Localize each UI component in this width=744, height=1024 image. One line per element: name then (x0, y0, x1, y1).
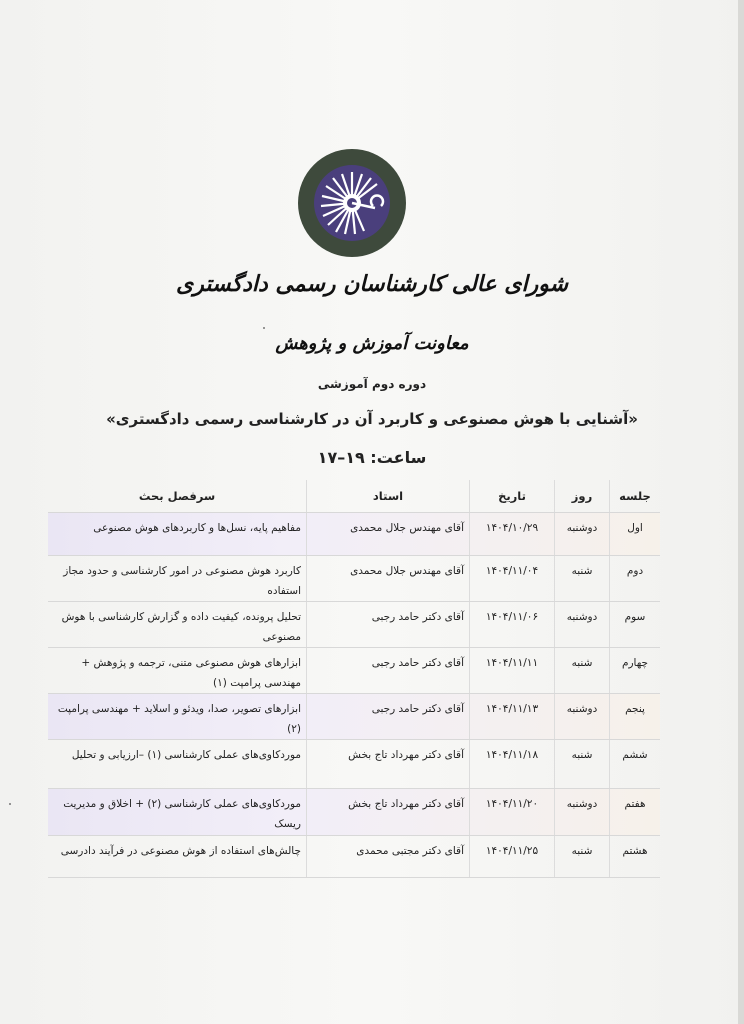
header-session: جلسه (610, 480, 661, 513)
cell-day: شنبه (555, 556, 610, 602)
cell-day: دوشنبه (555, 694, 610, 740)
department-title: معاونت آموزش و پژوهش (275, 333, 469, 354)
page-edge (738, 0, 744, 1024)
course-time: ساعت: ۱۹–۱۷ (317, 448, 427, 467)
cell-teacher: آقای دکتر مجتبی محمدی (307, 836, 470, 878)
header-topic: سرفصل بحث (48, 480, 307, 513)
cell-teacher: آقای دکتر حامد رجبی (307, 694, 470, 740)
cell-day: شنبه (555, 836, 610, 878)
cell-topic: کاربرد هوش مصنوعی در امور کارشناسی و حدود مجاز استفاده (48, 556, 307, 602)
cell-topic: موردکاوی‌های عملی کارشناسی (۲) + اخلاق و مدیریت ریسک (48, 789, 307, 836)
cell-teacher: آقای دکتر مهرداد تاج بخش (307, 740, 470, 789)
cell-date: ۱۴۰۴/۱۱/۲۵ (470, 836, 555, 878)
table-header-row (48, 480, 660, 513)
cell-date: ۱۴۰۴/۱۱/۰۶ (470, 602, 555, 648)
cell-day: شنبه (555, 740, 610, 789)
table-row (48, 648, 660, 694)
cell-day: دوشنبه (555, 602, 610, 648)
cell-session: هفتم (610, 789, 661, 836)
table-row (48, 694, 660, 740)
cell-topic: چالش‌های استفاده از هوش مصنوعی در فرآیند دادرسی (48, 836, 307, 878)
cell-date: ۱۴۰۴/۱۱/۲۰ (470, 789, 555, 836)
schedule-table (48, 480, 660, 878)
table-row (48, 740, 660, 789)
course-name: «آشنایی با هوش مصنوعی و کاربرد آن در کارشناسی رسمی دادگستری» (106, 410, 638, 428)
table-row (48, 602, 660, 648)
cell-teacher: آقای مهندس جلال محمدی (307, 513, 470, 556)
scan-speck (263, 327, 265, 329)
cell-date: ۱۴۰۴/۱۱/۱۸ (470, 740, 555, 789)
cell-session: چهارم (610, 648, 661, 694)
cell-session: اول (610, 513, 661, 556)
table-row (48, 789, 660, 836)
cell-date: ۱۴۰۴/۱۱/۱۳ (470, 694, 555, 740)
cell-teacher: آقای مهندس جلال محمدی (307, 556, 470, 602)
organization-title: شورای عالی کارشناسان رسمی دادگستری (175, 271, 569, 297)
cell-session: پنجم (610, 694, 661, 740)
scan-speck (9, 803, 11, 805)
cell-topic: تحلیل پرونده، کیفیت داده و گزارش کارشناسی با هوش مصنوعی (48, 602, 307, 648)
cell-topic: ابزارهای هوش مصنوعی متنی، ترجمه و پژوهش + مهندسی پرامپت (۱) (48, 648, 307, 694)
sunburst-emblem-icon (297, 148, 407, 258)
header-date: تاریخ (470, 480, 555, 513)
cell-day: شنبه (555, 648, 610, 694)
cell-teacher: آقای دکتر حامد رجبی (307, 602, 470, 648)
cell-date: ۱۴۰۴/۱۰/۲۹ (470, 513, 555, 556)
cell-topic: موردکاوی‌های عملی کارشناسی (۱) –ارزیابی و تحلیل (48, 740, 307, 789)
cell-day: دوشنبه (555, 513, 610, 556)
cell-session: سوم (610, 602, 661, 648)
cell-day: دوشنبه (555, 789, 610, 836)
cell-teacher: آقای دکتر مهرداد تاج بخش (307, 789, 470, 836)
cell-session: ششم (610, 740, 661, 789)
cell-date: ۱۴۰۴/۱۱/۰۴ (470, 556, 555, 602)
table-row (48, 556, 660, 602)
cell-session: دوم (610, 556, 661, 602)
cell-teacher: آقای دکتر حامد رجبی (307, 648, 470, 694)
header-teacher: استاد (307, 480, 470, 513)
table-row (48, 836, 660, 878)
cell-session: هشتم (610, 836, 661, 878)
cell-topic: مفاهیم پایه، نسل‌ها و کاربردهای هوش مصنوعی (48, 513, 307, 556)
table-row (48, 513, 660, 556)
course-type: دوره دوم آموزشی (317, 377, 427, 391)
header-day: روز (555, 480, 610, 513)
cell-date: ۱۴۰۴/۱۱/۱۱ (470, 648, 555, 694)
cell-topic: ابزارهای تصویر، صدا، ویدئو و اسلاید + مهندسی پرامپت (۲) (48, 694, 307, 740)
